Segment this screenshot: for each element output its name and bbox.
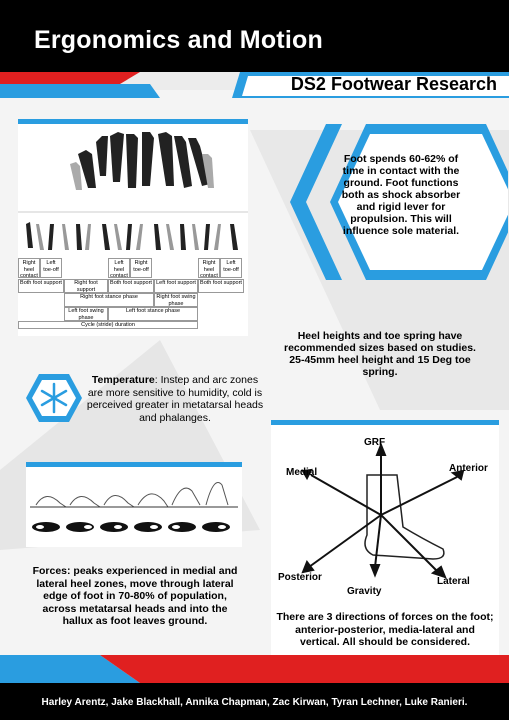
axis-label-lateral: Lateral xyxy=(437,576,470,587)
gait-silhouettes-image xyxy=(18,124,248,252)
gait-label: Left toe-off xyxy=(40,258,62,278)
footer-stripes xyxy=(0,655,509,685)
gait-label: Both foot support xyxy=(18,279,64,293)
page-subtitle: DS2 Footwear Research xyxy=(290,74,497,94)
gait-label: Left foot swing phase xyxy=(64,307,108,321)
gait-label: Left foot support xyxy=(154,279,198,293)
gait-label: Right heel contact xyxy=(198,258,220,278)
heel-text: Heel heights and toe spring have recommended sizes based on studies. 25-45mm heel height and 15 Deg toe spring. xyxy=(284,330,476,378)
temperature-label: Temperature xyxy=(91,374,155,386)
forces-text xyxy=(30,565,240,628)
axis-label-grf: GRF xyxy=(364,437,386,448)
forces-body: : peaks experienced in medial and lateral heel zones, move through lateral edge of foot in 70-80% of population, across metatarsal heads and into the hallux as foot leaves ground. xyxy=(36,565,238,627)
forces-image xyxy=(26,467,242,547)
foot-axes-caption: There are 3 directions of forces on the foot; anterior-posterior, media-lateral and vertical. All should be considered. xyxy=(276,611,494,648)
temperature-body: : Instep and arc zones are more sensitive to humidity, cold is perceived greater in metatarsal heads and phalanges. xyxy=(86,374,264,424)
gait-label: Right foot stance phase xyxy=(64,293,154,307)
page-title: Ergonomics and Motion xyxy=(34,26,323,54)
temperature-text xyxy=(86,374,264,424)
gait-label: Right foot support xyxy=(64,279,108,293)
foot-pressure-image xyxy=(26,467,242,547)
gait-label: Left toe-off xyxy=(220,258,242,278)
gait-label: Both foot support xyxy=(198,279,244,293)
axis-label-anterior: Anterior xyxy=(449,463,488,474)
gait-label: Right foot swing phase xyxy=(154,293,198,307)
authors-text: Harley Arentz, Jake Blackhall, Annika Chapman, Zac Kirwan, Tyran Lechner, Luke Ranieri. xyxy=(41,697,468,708)
gait-label: Left heel contact xyxy=(108,258,130,278)
gait-label: Cycle (stride) duration xyxy=(18,321,198,329)
forces-label: Forces xyxy=(32,565,68,577)
axis-label-gravity: Gravity xyxy=(347,586,382,597)
gait-label: Right heel contact xyxy=(18,258,40,278)
snowflake-icon xyxy=(24,372,84,424)
axis-label-medial: Medial xyxy=(286,467,318,478)
axis-label-posterior: Posterior xyxy=(278,572,322,583)
gait-label: Left foot stance phase xyxy=(108,307,198,321)
hexagon-text: Foot spends 60-62% of time in contact with the ground. Foot functions both as shock absorber and rigid lever for propulsion. This will influence sole material. xyxy=(341,153,461,237)
gait-label: Right toe-off xyxy=(130,258,152,278)
gait-label: Both foot support xyxy=(108,279,154,293)
